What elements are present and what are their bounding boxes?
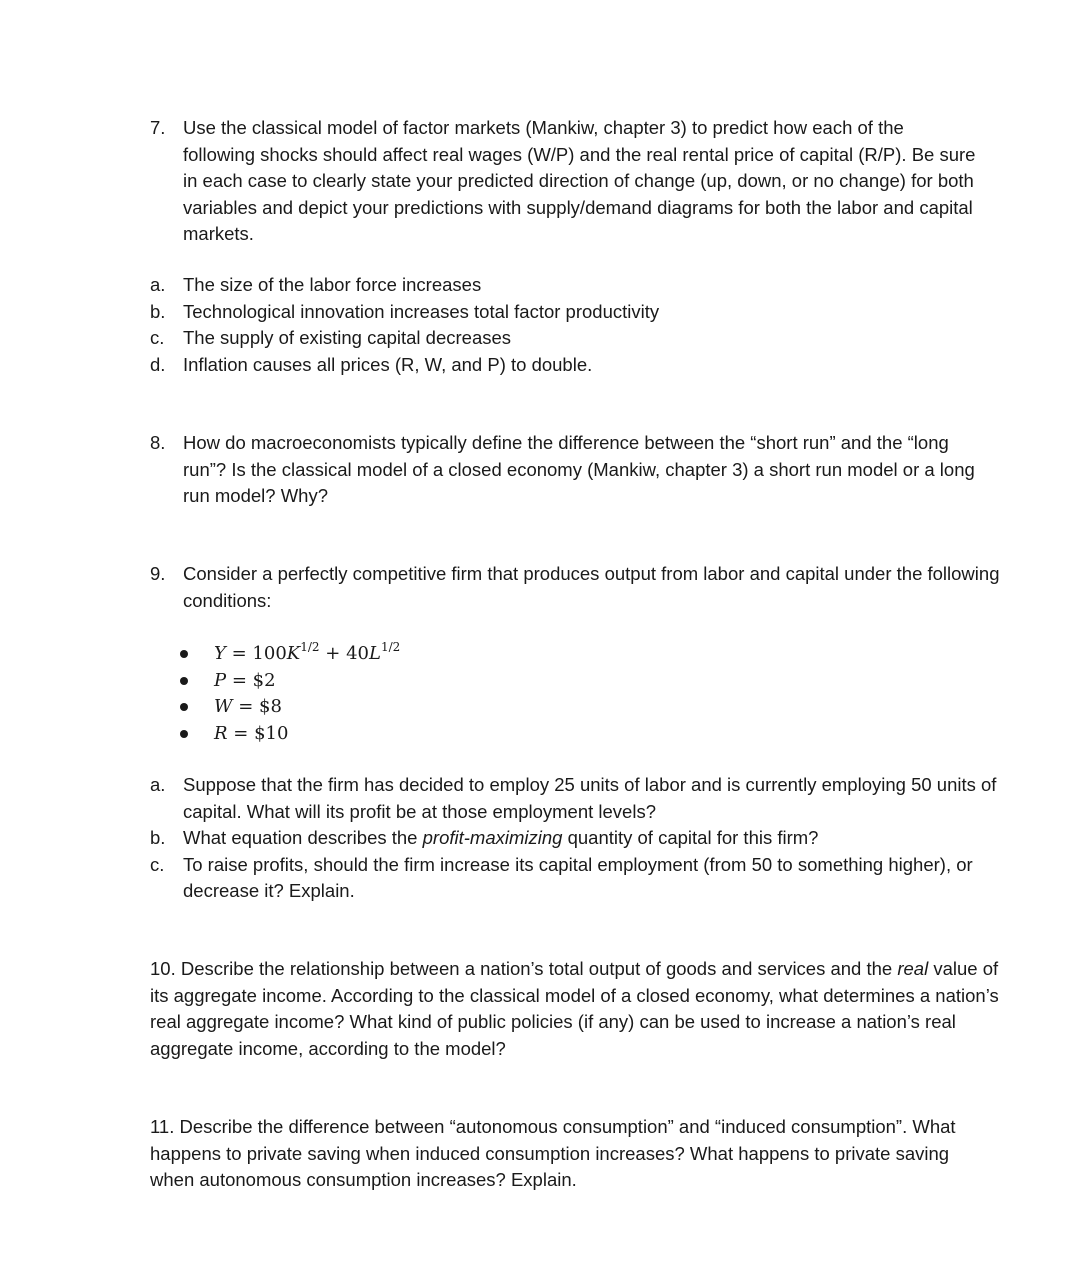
price-condition: P = $2 bbox=[214, 669, 276, 691]
bullet-icon bbox=[180, 650, 188, 658]
question-number: 9. bbox=[150, 563, 166, 584]
list-item bbox=[180, 694, 400, 721]
wage-condition: W = $8 bbox=[214, 696, 282, 717]
list-item bbox=[150, 352, 1000, 379]
list-item bbox=[150, 852, 1000, 905]
part-text: The size of the labor force increases bbox=[183, 274, 482, 295]
part-text: Suppose that the firm has decided to employ 25 units of labor and is currently employing 50 units of capital. What will its profit be at those employment levels? bbox=[183, 774, 997, 822]
rental-condition: R = $10 bbox=[214, 722, 289, 744]
part-text: Technological innovation increases total factor productivity bbox=[183, 300, 660, 322]
question-8 bbox=[150, 430, 980, 510]
conditions-list bbox=[180, 641, 400, 747]
part-text: What equation describes the profit-maximizing quantity of capital for this firm? bbox=[183, 827, 819, 848]
question-9 bbox=[150, 561, 1000, 614]
part-label: b. bbox=[150, 300, 166, 322]
bullet-icon bbox=[180, 677, 188, 685]
question-number: 8. bbox=[150, 432, 166, 453]
question-10: 10. Describe the relationship between a nation’s total output of goods and services and the real value of its aggregate income. According to the classical model of a closed economy, what determines a nation’s real aggregate income? What kind of public policies (if any) can be used to increase a nation’s real aggregate income, according to the model? bbox=[150, 958, 999, 1059]
part-text: Inflation causes all prices (R, W, and P) to double. bbox=[183, 353, 593, 375]
question-text: Consider a perfectly competitive firm that produces output from labor and capital under the following conditions: bbox=[183, 563, 1000, 611]
part-text: The supply of existing capital decreases bbox=[183, 327, 512, 348]
bullet-icon bbox=[180, 730, 188, 738]
part-label: d. bbox=[150, 353, 166, 375]
list-item bbox=[180, 668, 400, 695]
question-text: How do macroeconomists typically define the difference between the “short run” and the “long run”? Is the classical model of a closed economy (Mankiw, chapter 3) a short run model or a long run model? Why? bbox=[183, 432, 975, 506]
question-7-parts bbox=[150, 272, 1000, 378]
question-9-parts bbox=[150, 772, 1000, 905]
part-label: c. bbox=[150, 853, 165, 875]
list-item bbox=[150, 325, 1000, 352]
question-7 bbox=[150, 115, 980, 248]
production-function: $Y = 100K^{1/2} + 40L^{1/2}$ bbox=[214, 640, 401, 664]
list-item bbox=[150, 772, 1000, 825]
list-item bbox=[150, 272, 1000, 299]
list-item bbox=[180, 721, 400, 748]
part-text: To raise profits, should the firm increase its capital employment (from 50 to something higher), or decrease it? Explain. bbox=[183, 853, 973, 901]
question-number: 7. bbox=[150, 117, 166, 138]
bullet-icon bbox=[180, 703, 188, 711]
list-item bbox=[150, 825, 1000, 852]
list-item bbox=[180, 641, 400, 668]
part-label: b. bbox=[150, 827, 166, 848]
part-label: a. bbox=[150, 774, 166, 795]
list-item bbox=[150, 299, 1000, 326]
part-label: c. bbox=[150, 327, 165, 348]
question-text: Use the classical model of factor markets (Mankiw, chapter 3) to predict how each of the following shocks should affect real wages (W/P) and the real rental price of capital (R/P). Be sure in each case to clearly state your predicted direction of change (up, down, or no change) for both variables and depict your predictions with supply/demand diagrams for both the labor and capital markets. bbox=[183, 117, 976, 244]
part-label: a. bbox=[150, 274, 166, 295]
question-11: 11. Describe the difference between “autonomous consumption” and “induced consumption”. What happens to private saving when induced consumption increases? What happens to private saving when autonomous consumption increases? Explain. bbox=[150, 1116, 956, 1190]
